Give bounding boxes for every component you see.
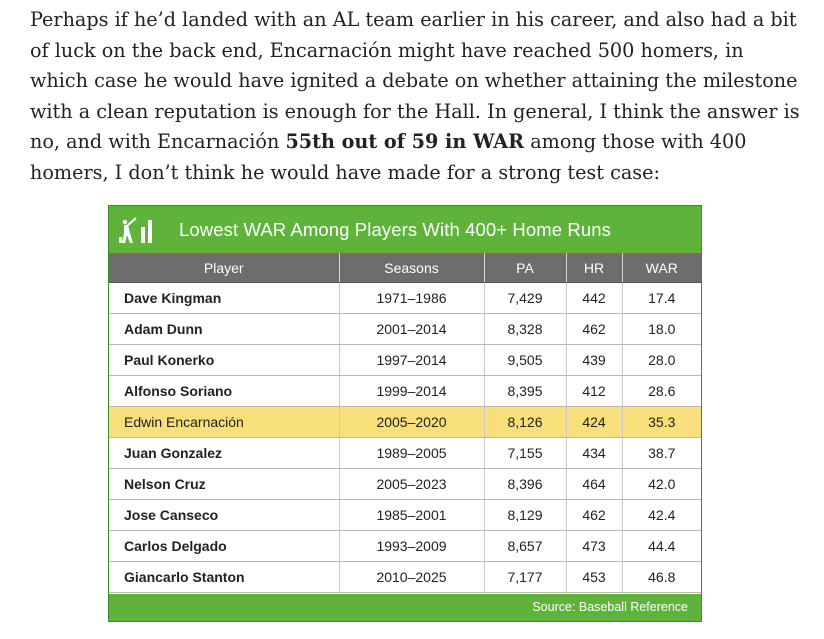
table-source: Source: Baseball Reference: [109, 594, 701, 621]
column-header-player: Player: [109, 253, 339, 283]
column-header-pa: PA: [484, 253, 566, 283]
cell-seasons: 1993–2009: [339, 531, 484, 562]
cell-war: 35.3: [622, 407, 701, 438]
cell-hr: 464: [566, 469, 622, 500]
cell-player: Giancarlo Stanton: [109, 562, 339, 593]
cell-war: 42.0: [622, 469, 701, 500]
cell-seasons: 1989–2005: [339, 438, 484, 469]
table-row: [109, 500, 701, 531]
cell-pa: 7,177: [484, 562, 566, 593]
cell-player: Jose Canseco: [109, 500, 339, 531]
cell-hr: 453: [566, 562, 622, 593]
cell-war: 46.8: [622, 562, 701, 593]
table-body: [109, 283, 701, 593]
cell-pa: 7,429: [484, 283, 566, 314]
cell-hr: 434: [566, 438, 622, 469]
cell-hr: 462: [566, 314, 622, 345]
cell-player: Dave Kingman: [109, 283, 339, 314]
cell-seasons: 2005–2020: [339, 407, 484, 438]
table-row: [109, 283, 701, 314]
article-text-segment: among those with 400 homers, I don’t think he would have made for a strong test case:: [30, 130, 747, 184]
cell-pa: 8,657: [484, 531, 566, 562]
cell-player: Alfonso Soriano: [109, 376, 339, 407]
article-emphasis: 55th out of 59 in WAR: [285, 130, 525, 153]
table-row: [109, 531, 701, 562]
cell-war: 17.4: [622, 283, 701, 314]
cell-hr: 462: [566, 500, 622, 531]
table-row: [109, 562, 701, 593]
article-text-segment: Perhaps if he’d landed with an AL team earlier in his career, and also had a bit of luck on the back end, Encarnación might have reached 500 homers, in which case he would have ignited a debate on whether attaining the milestone with a clean reputation is enough for the Hall. In general, I think the answer is no, and with Encarnación: [30, 8, 800, 153]
cell-pa: 8,129: [484, 500, 566, 531]
column-header-hr: HR: [566, 253, 622, 283]
baseball-bar-chart-logo-icon: [117, 215, 157, 245]
cell-seasons: 1997–2014: [339, 345, 484, 376]
cell-pa: 8,126: [484, 407, 566, 438]
cell-player: Juan Gonzalez: [109, 438, 339, 469]
cell-pa: 7,155: [484, 438, 566, 469]
cell-pa: 8,396: [484, 469, 566, 500]
table-row: [109, 438, 701, 469]
column-header-war: WAR: [622, 253, 701, 283]
cell-seasons: 1999–2014: [339, 376, 484, 407]
table-header-bar: [109, 206, 701, 253]
cell-war: 18.0: [622, 314, 701, 345]
war-table-card: [108, 205, 702, 622]
table-row: [109, 376, 701, 407]
table-title: Lowest WAR Among Players With 400+ Home Runs: [179, 218, 611, 240]
column-header-seasons: Seasons: [339, 253, 484, 283]
cell-hr: 424: [566, 407, 622, 438]
cell-war: 44.4: [622, 531, 701, 562]
cell-seasons: 2010–2025: [339, 562, 484, 593]
cell-seasons: 1985–2001: [339, 500, 484, 531]
cell-player: Nelson Cruz: [109, 469, 339, 500]
table-row: [109, 469, 701, 500]
cell-player: Carlos Delgado: [109, 531, 339, 562]
cell-war: 38.7: [622, 438, 701, 469]
cell-war: 28.6: [622, 376, 701, 407]
table-header-row: [109, 253, 701, 283]
cell-seasons: 2001–2014: [339, 314, 484, 345]
cell-hr: 473: [566, 531, 622, 562]
cell-pa: 8,328: [484, 314, 566, 345]
cell-hr: 442: [566, 283, 622, 314]
cell-player: Edwin Encarnación: [109, 407, 339, 438]
table-row: [109, 314, 701, 345]
cell-seasons: 2005–2023: [339, 469, 484, 500]
cell-pa: 8,395: [484, 376, 566, 407]
cell-hr: 412: [566, 376, 622, 407]
cell-hr: 439: [566, 345, 622, 376]
cell-pa: 9,505: [484, 345, 566, 376]
article-paragraph: [30, 5, 800, 188]
cell-seasons: 1971–1986: [339, 283, 484, 314]
cell-war: 28.0: [622, 345, 701, 376]
table-row: [109, 345, 701, 376]
cell-player: Paul Konerko: [109, 345, 339, 376]
table-row: [109, 407, 701, 438]
cell-war: 42.4: [622, 500, 701, 531]
cell-player: Adam Dunn: [109, 314, 339, 345]
war-table: [109, 253, 701, 593]
